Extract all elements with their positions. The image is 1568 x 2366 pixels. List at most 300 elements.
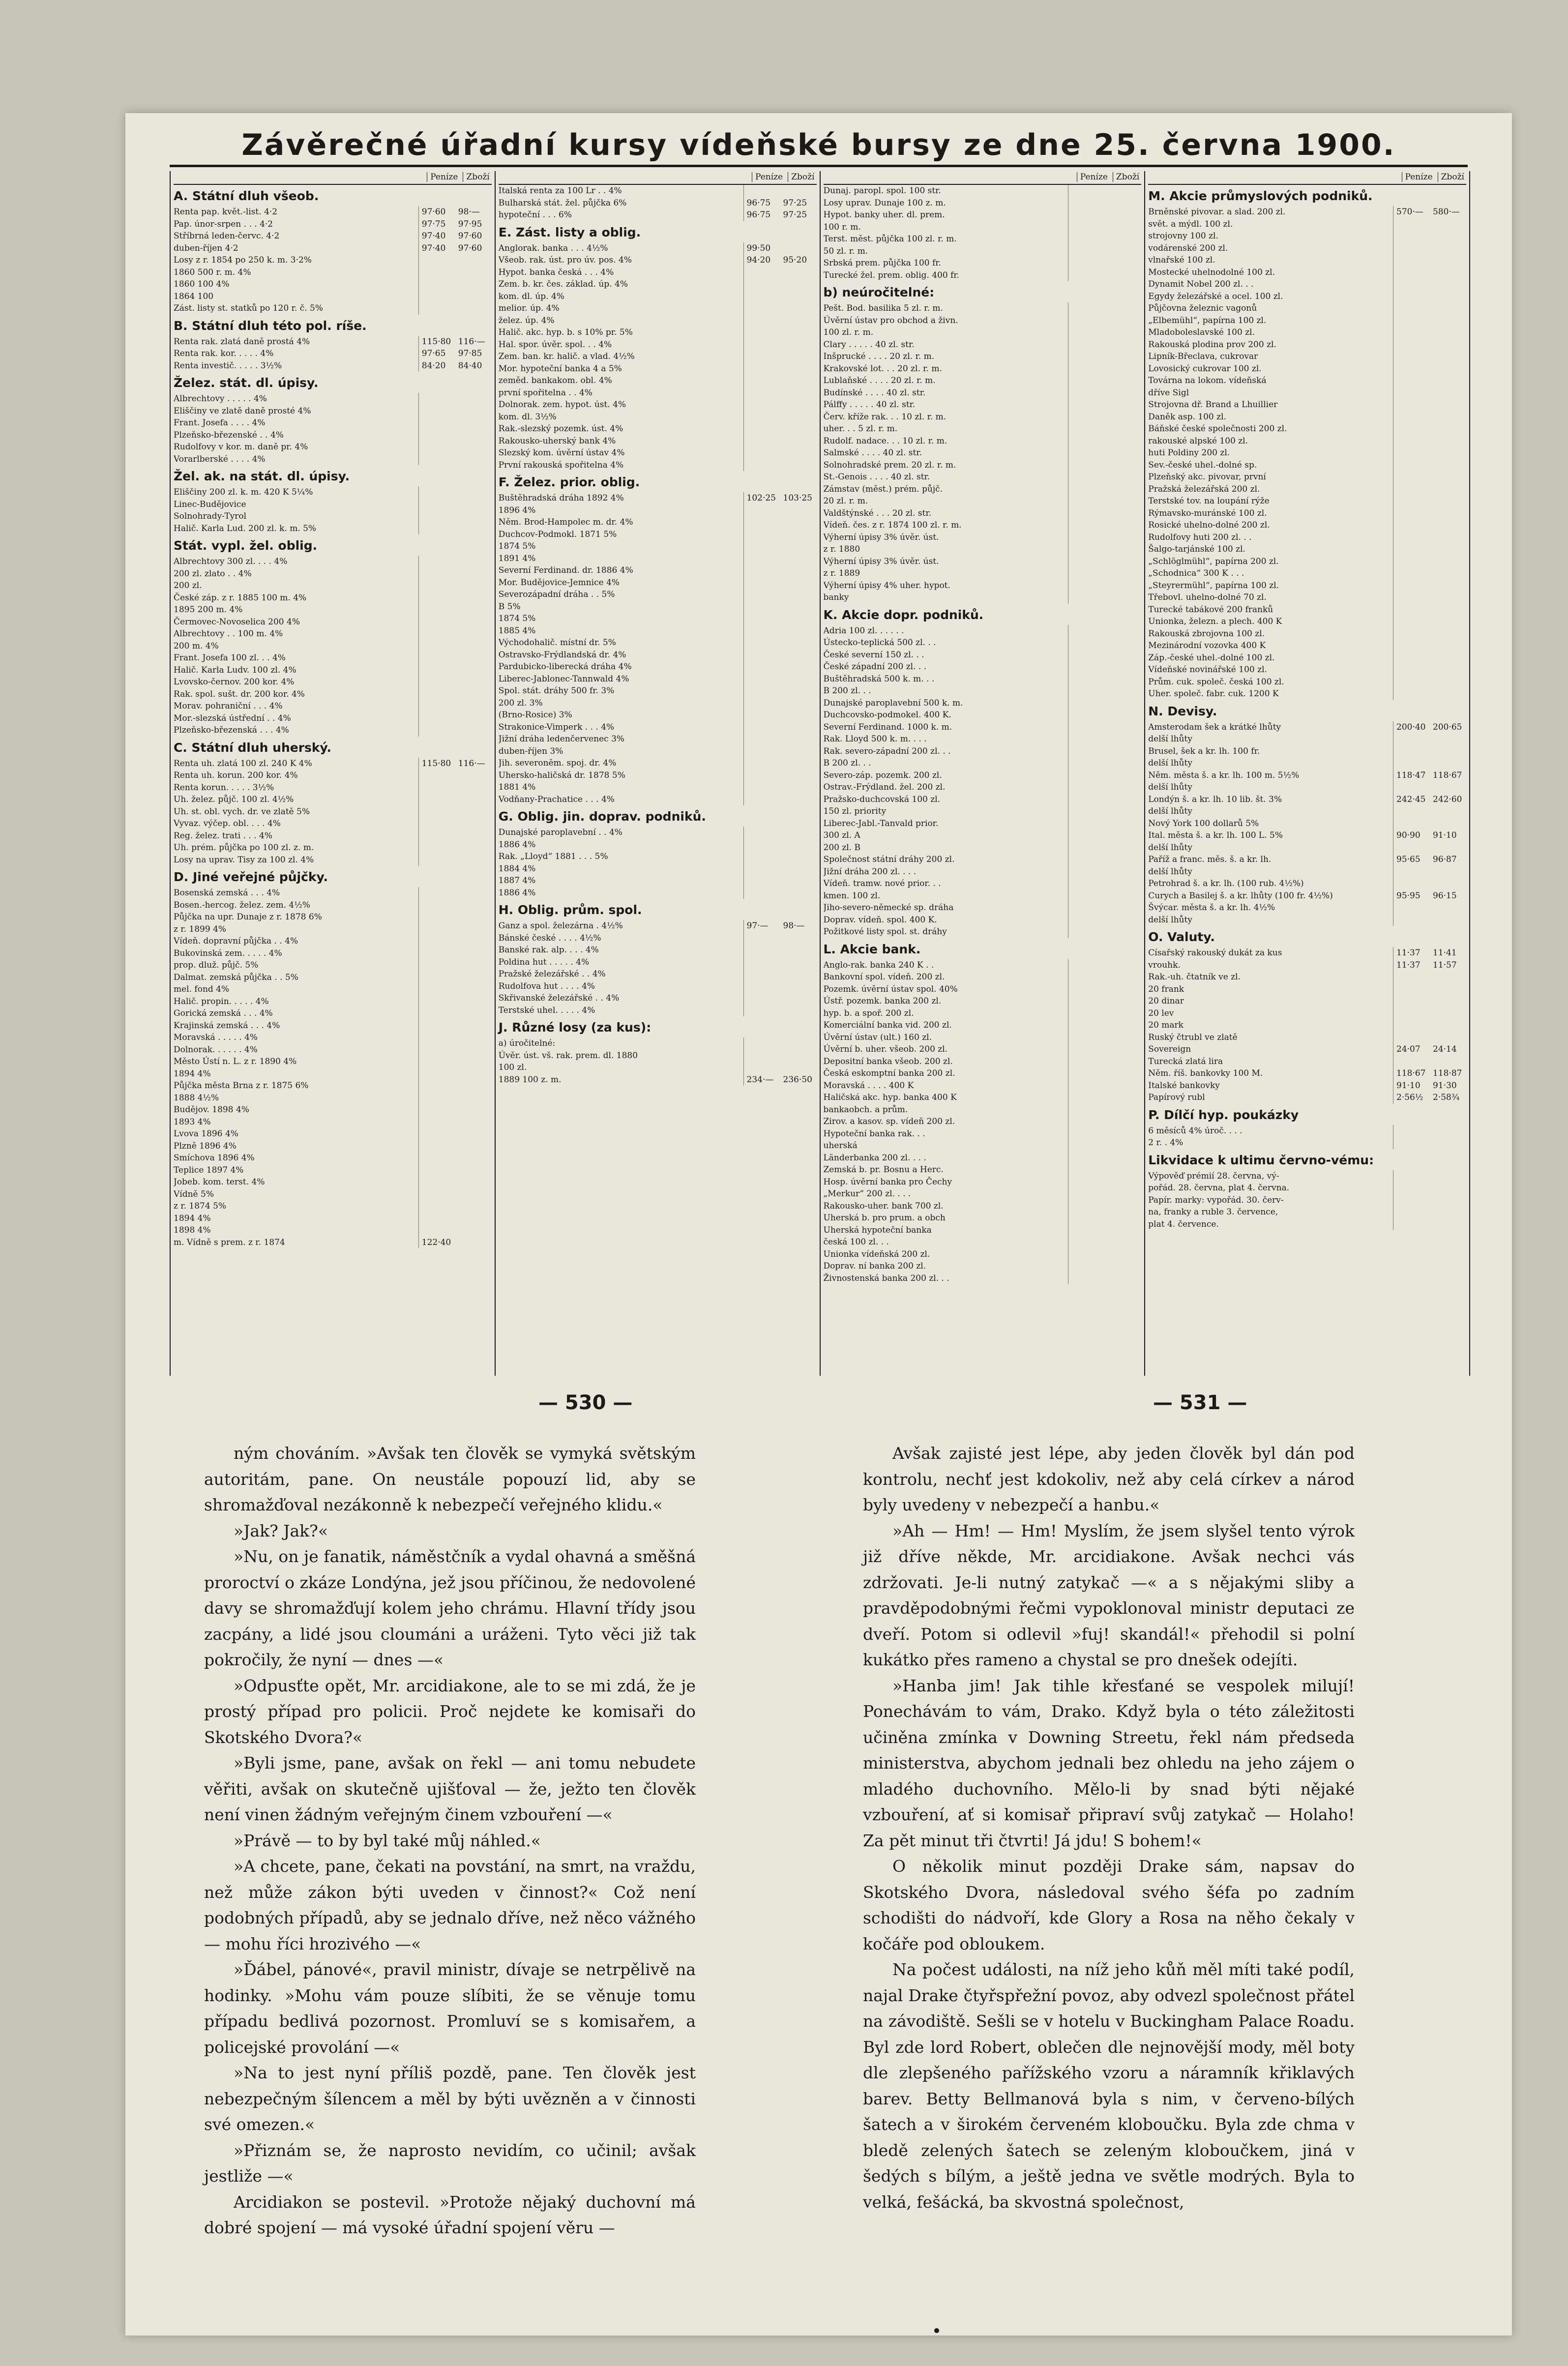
price-bid [1068,995,1105,1007]
price-bid [1068,221,1105,234]
price-bid [1068,315,1105,327]
security-name: Rak. „Lloyd“ 1881 . . . 5% [498,852,608,861]
rate-row [824,697,1142,710]
price-bid [1393,423,1430,435]
rate-row [1148,914,1466,926]
security-name: Půjčovna železnic vagonů [1148,303,1257,313]
security-name: Pešt. Bod. basilika 5 zl. r. m. [823,303,943,313]
security-name: Uhersko-haličská dr. 1878 5% [498,770,625,780]
rate-row [824,351,1142,363]
price-bid [418,983,455,996]
article-column-left [204,1441,696,2241]
security-name: Ital. města š. a kr. lh. 100 L. 5% [1148,830,1283,840]
security-name: Italské bankovky [1148,1080,1220,1091]
price-ask [455,254,492,266]
rate-row [824,556,1142,568]
price-ask [780,1062,817,1074]
security-name: Linec-Budějovice [174,499,246,509]
price-bid: 11·37 [1393,947,1430,959]
rate-row [1148,218,1466,231]
security-name: Terstské tov. na loupání rýže [1148,496,1270,506]
price-ask [455,806,492,818]
price-bid [418,676,455,688]
column-header [499,171,817,185]
rate-row [1148,435,1466,447]
rate-row [1148,375,1466,387]
rate-row [824,890,1142,902]
security-name: Turecká zlatá lira [1148,1056,1223,1066]
security-name: Zemská b. pr. Bosnu a Herc. [823,1165,944,1175]
price-bid [418,712,455,725]
page-title: Závěrečné úřadní kursy vídeňské bursy ze dne 25. června 1900. [241,128,1396,162]
security-name: Společnost státní dráhy 200 zl. [823,855,955,864]
rate-row [499,185,817,197]
price-bid [1393,995,1430,1007]
price-bid: 97·75 [418,218,455,231]
article-paragraph: »Nu, on je fanatik, náměstčník a vydal ohavná a směšná proroctví o zkáze Londýna, jež jsou příčinou, že nedovolené davy se shromažďují kolem jeho chrámu. Hlavní třídy jsou zacpány, a lidé jsou cloumáni a uráženi. Tyto věci již tak pokročily, že nyní — dnes —« [204,1547,696,1669]
security-name: Losy uprav. Dunaje 100 z. m. [823,198,946,208]
price-ask [455,1068,492,1080]
price-bid [743,1062,780,1074]
price-bid [418,1080,455,1092]
price-ask [1105,709,1141,721]
price-ask [780,685,817,697]
price-bid [1068,818,1105,830]
rate-row [1148,1206,1466,1218]
rate-row [499,613,817,625]
price-bid [1393,218,1430,231]
price-ask [455,700,492,712]
security-name: Ostravsko-Frýdlandská dr. 4% [498,650,626,660]
price-ask [780,266,817,279]
price-ask: 11·57 [1433,960,1457,970]
security-name: 100 zl. [498,1063,527,1072]
price-ask [780,721,817,734]
rate-row [174,854,492,866]
security-name: Vídeň. dopravní půjčka . . 4% [174,936,298,946]
security-name: Pražské železářské . . 4% [498,969,606,979]
rate-row [824,1007,1142,1020]
security-name: Něm. Brod-Hampolec m. dr. 4% [498,517,633,527]
security-name: Něm. říš. bankovky 100 M. [1148,1068,1263,1078]
price-bid [1393,580,1430,592]
section-heading: K. Akcie dopr. podniků. [823,607,984,622]
price-bid [1393,878,1430,890]
price-bid [1393,1007,1430,1020]
price-ask [1430,757,1466,769]
rate-row [174,688,492,701]
rate-row [824,805,1142,818]
price-bid [1068,983,1105,996]
rate-row [1148,947,1466,959]
price-bid [418,441,455,453]
security-name: Gorická zemská . . . 4% [174,1008,273,1018]
price-bid [743,827,780,839]
article-paragraph: »Jak? Jak?« [234,1521,328,1540]
price-ask [1105,1032,1141,1044]
security-name: Sev.-české uhel.-dolné sp. [1148,460,1257,470]
price-bid [418,923,455,936]
price-ask [1105,567,1141,580]
security-name: melior. úp. 4% [498,303,560,313]
price-ask [780,980,817,993]
price-bid [1068,1067,1105,1080]
price-ask [455,1092,492,1104]
price-ask [455,523,492,535]
price-ask [455,592,492,604]
security-name: Hypot. banky uher. dl. prem. [823,210,945,220]
security-name: Poldina hut . . . . . 4% [498,957,590,967]
price-bid [1068,233,1105,245]
price-bid [1068,854,1105,866]
price-ask [780,447,817,459]
price-ask [780,794,817,806]
price-bid [1068,1200,1105,1213]
price-ask [1430,399,1466,411]
rate-row [174,523,492,535]
rate-row [824,971,1142,983]
price-ask [1430,302,1466,315]
rate-row [824,1188,1142,1200]
price-bid [418,1200,455,1213]
section-heading: H. Oblig. prům. spol. [498,903,642,917]
rate-row [499,944,817,956]
price-ask [455,1188,492,1201]
security-name: Krakovské lot. . . 20 zl. r. m. [823,363,942,374]
price-ask [780,399,817,411]
security-name: 1888 4½% [174,1093,219,1103]
price-bid [1068,781,1105,794]
rate-row [499,351,817,363]
security-name: Hal. spor. úvěr. spol. . . 4% [498,339,612,350]
price-ask [780,589,817,601]
rate-row [1148,254,1466,266]
price-bid [743,375,780,387]
price-bid [1068,471,1105,483]
price-bid [743,673,780,685]
price-ask: 96·87 [1433,855,1457,864]
price-bid [1393,326,1430,339]
rate-row [1148,890,1466,902]
security-name: Teplice 1897 4% [174,1165,244,1175]
price-bid [1068,1092,1105,1104]
rate-row [499,932,817,945]
price-ask [780,1050,817,1062]
price-ask [1105,1128,1141,1140]
price-ask [780,459,817,472]
security-name: Záp.-české uhel.-dolné 100 zl. [1148,652,1275,663]
price-ask [780,968,817,980]
price-bid [743,851,780,863]
security-name: pořád. 28. června, plat 4. června. [1148,1183,1290,1193]
security-name: 1894 4% [174,1213,211,1223]
security-name: Východohalič. místní dr. 5% [498,638,616,648]
price-bid [743,1005,780,1017]
article-paragraph: »Na to jest nyní příliš pozdě, pane. Ten člověk jest nebezpečným šílencem a měl by býti uvězněn a v činnosti své omezen.« [204,2063,696,2134]
price-bid [1068,805,1105,818]
price-bid: 2·56½ [1393,1092,1430,1104]
security-name: Lvovsko-černov. 200 kor. 4% [174,677,295,687]
price-bid: 24·07 [1393,1043,1430,1056]
price-bid [418,688,455,701]
price-ask [455,1128,492,1140]
price-ask [455,688,492,701]
price-bid: 102·25 [743,492,780,504]
price-bid [1393,604,1430,616]
price-ask [455,1116,492,1128]
price-bid [743,351,780,363]
rate-row [824,447,1142,459]
price-ask [1105,592,1141,604]
price-ask [455,499,492,511]
rate-row [174,923,492,936]
price-bid [418,700,455,712]
price-bid [418,854,455,866]
rate-row [174,1092,492,1104]
rate-row [499,625,817,637]
security-name: Rak. Lloyd 500 k. m. . . . [823,734,927,744]
price-bid [1393,733,1430,745]
security-name: Třebovl. uhelno-dolné 70 zl. [1148,592,1267,602]
rate-row [499,649,817,661]
price-bid [1393,242,1430,255]
rate-row [174,278,492,291]
security-name: Vyvaz. výčep. obl. . . . 4% [174,819,281,828]
price-ask [1105,495,1141,507]
security-name: Půjčka na upr. Dunaje z r. 1878 6% [174,912,322,922]
price-bid [1068,757,1105,769]
rate-row [499,315,817,327]
price-bid [743,339,780,351]
security-name: delší lhůty [1148,734,1192,744]
price-ask [1430,387,1466,399]
rate-row [824,507,1142,520]
price-bid [1068,302,1105,315]
price-ask [1105,971,1141,983]
rate-row [499,266,817,279]
price-bid [1068,435,1105,447]
security-name: Renta korun. . . . . 3½% [174,782,274,793]
rate-row [824,914,1142,926]
price-ask [780,435,817,447]
rate-row [174,887,492,899]
rate-row [499,504,817,517]
column-header [824,171,1142,185]
price-bid [743,589,780,601]
price-ask [780,769,817,782]
security-name: Unionka vídeňská 200 zl. [823,1249,930,1259]
rate-row [1148,447,1466,459]
price-ask [780,185,817,197]
rate-row [174,818,492,830]
rate-row [1148,628,1466,640]
security-name: Moravská . . . . . 4% [174,1033,258,1042]
price-ask [1105,1224,1141,1237]
rate-row [1148,902,1466,914]
price-bid [1393,652,1430,664]
security-name: 200 zl. zlato . . 4% [174,568,252,579]
security-name: dříve Sigl [1148,387,1189,398]
rate-row [174,302,492,315]
security-name: Pražsko-duchcovská 100 zl. [823,794,941,804]
security-name: Rakousko-uher. bank 700 zl. [823,1201,944,1211]
price-ask [1105,878,1141,890]
security-name: Jobeb. kom. terst. 4% [174,1177,265,1187]
rate-row [499,339,817,351]
security-name: Prům. cuk. společ. česká 100 zl. [1148,677,1284,687]
price-ask [1430,592,1466,604]
price-bid [743,291,780,303]
price-bid [1068,423,1105,435]
price-ask [1430,640,1466,652]
security-name: Renta uh. korun. 200 kor. 4% [174,770,298,780]
price-bid [418,486,455,499]
section-heading: b) neúročitelné: [823,285,935,299]
price-ask [1105,185,1141,197]
price-bid [1393,983,1430,996]
price-ask [455,616,492,628]
rate-row [824,302,1142,315]
rate-row [824,471,1142,483]
price-bid [418,1044,455,1056]
rate-row [824,435,1142,447]
rate-row [174,830,492,842]
price-bid [1393,459,1430,472]
price-ask [1105,661,1141,673]
price-bid [1068,1128,1105,1140]
rate-row [824,878,1142,890]
price-ask [780,278,817,291]
security-name: Zámstav (měst.) prém. půjč. [823,484,943,494]
price-bid: 115·80 [418,758,455,770]
price-bid [418,266,455,279]
price-bid [1068,245,1105,258]
security-name: rakouské alpské 100 zl. [1148,436,1248,446]
price-bid [418,556,455,568]
security-name: Bánské české . . . . 4½% [498,933,601,943]
price-ask [1105,209,1141,221]
price-ask [1105,532,1141,544]
security-name: delší lhůty [1148,782,1192,792]
rate-row [824,567,1142,580]
rate-row [174,652,492,664]
rate-row [499,516,817,529]
price-ask [1105,1080,1141,1092]
price-ask [1105,1272,1141,1285]
price-bid [743,757,780,769]
section-heading: N. Devisy. [1148,704,1217,718]
rate-row [824,1116,1142,1128]
price-bid [1393,842,1430,854]
rate-row [824,221,1142,234]
price-ask [1105,543,1141,556]
price-ask [1105,769,1141,782]
rate-row [824,1176,1142,1188]
rate-row [1148,242,1466,255]
security-name: delší lhůty [1148,758,1192,768]
price-ask [1105,637,1141,649]
price-ask [780,625,817,637]
rate-row [1148,854,1466,866]
rate-row [499,411,817,423]
price-bid [418,1056,455,1068]
price-ask [780,242,817,255]
rate-row [824,866,1142,878]
rate-row [499,459,817,472]
rate-row [174,1200,492,1213]
rate-row [174,568,492,580]
price-ask [780,529,817,541]
rate-row [174,441,492,453]
price-bid [743,721,780,734]
security-name: Ostrav.-Frýdland. žel. 200 zl. [823,782,946,792]
price-bid [1068,1224,1105,1237]
security-name: 20 dinar [1148,996,1184,1006]
security-name: Budínské . . . . 40 zl. str. [823,387,926,398]
security-name: Albrechtovy . . . . . 4% [174,394,267,404]
price-ask: 96·15 [1433,890,1457,901]
price-bid [1068,721,1105,734]
security-name: Výherní úpisy 3% úvěr. úst. [823,556,939,566]
security-name: Rak.-slezský pozemk. úst. 4% [498,424,623,434]
price-ask [1105,1188,1141,1200]
security-name: Uherská b. pro prum. a obch [823,1213,946,1223]
price-ask: 84·40 [458,360,482,371]
rate-row [824,592,1142,604]
price-bid [1068,697,1105,710]
rate-row [174,360,492,372]
price-bid [418,1032,455,1044]
security-name: Zem. b. kr. čes. základ. úp. 4% [498,279,628,289]
security-name: Doprav. ní banka 200 zl. [823,1261,926,1271]
price-bid [418,911,455,923]
security-name: Úvěrní ústav pro obchod a živn. [823,315,958,325]
price-bid [743,661,780,673]
rate-row [824,673,1142,685]
security-name: Buštěhradská dráha 1892 4% [498,493,624,503]
rate-row [499,637,817,649]
security-name: z r. 1889 [823,568,860,578]
rate-row [499,1050,817,1062]
security-name: 1886 4% [498,839,536,850]
security-name: Krajinská zemská . . . 4% [174,1020,280,1031]
price-ask: 118·67 [1433,770,1462,780]
price-bid [743,315,780,327]
security-name: Město Ústí n. L. z r. 1890 4% [174,1057,297,1066]
price-bid: 97·65 [418,348,455,360]
price-ask [780,553,817,565]
rate-row [174,291,492,303]
security-name: Dunajské paroplavební . . 4% [498,828,622,837]
price-ask [1430,291,1466,303]
rate-row [824,1260,1142,1272]
price-bid [418,947,455,960]
price-bid [418,616,455,628]
security-name: Rudolf. nadace. . . 10 zl. r. m. [823,436,947,446]
price-bid [1068,890,1105,902]
price-bid [1068,745,1105,758]
rate-row [174,794,492,806]
rate-row [1148,291,1466,303]
security-name: Požitkové listy spol. st. dráhy [823,927,947,937]
price-bid [743,637,780,649]
rate-row [824,269,1142,282]
rates-column-2 [495,171,820,1376]
price-bid [1393,1137,1430,1149]
rate-row [1148,1137,1466,1149]
section-heading: A. Státní dluh všeob. [174,189,319,203]
price-bid [1393,1125,1430,1137]
